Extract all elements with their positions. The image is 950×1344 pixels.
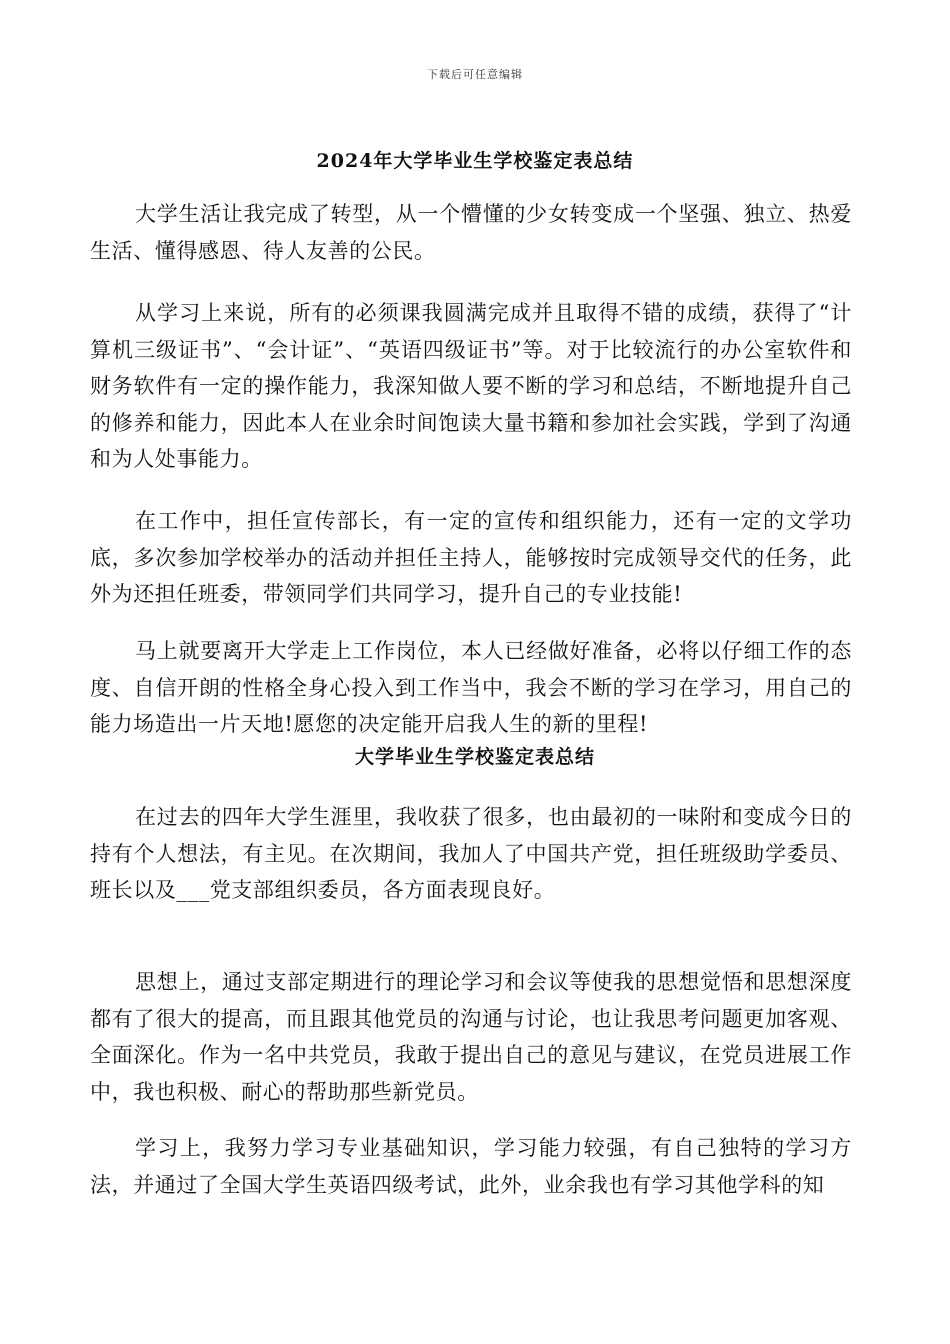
paragraph: 大学生活让我完成了转型，从一个懵懂的少女转变成一个坚强、独立、热爱生活、懂得感恩、待人友善的公民。 — [90, 202, 852, 263]
paragraph: 思想上，通过支部定期进行的理论学习和会议等使我的思想觉悟和思想深度都有了很大的提高，而且跟其他党员的沟通与讨论，也让我思考问题更加客观、全面深化。作为一名中共党员，我敢于提出自己的意见与建议，在党员进展工作中，我也积极、耐心的帮助那些新党员。 — [90, 970, 852, 1104]
paragraph: 学习上，我努力学习专业基础知识，学习能力较强，有自己独特的学习方法，并通过了全国大学生英语四级考试，此外，业余我也有学习其他学科的知 — [90, 1136, 852, 1197]
header-note: 下载后可任意编辑 — [427, 68, 523, 81]
section-title: 2024年大学毕业生学校鉴定表总结 — [316, 150, 634, 172]
paragraph: 在工作中，担任宣传部长，有一定的宣传和组织能力，还有一定的文学功底，多次参加学校举办的活动并担任主持人，能够按时完成领导交代的任务，此外为还担任班委，带领同学们共同学习，提升自己的专业技能! — [90, 509, 852, 606]
paragraph: 从学习上来说，所有的必须课我圆满完成并且取得不错的成绩，获得了“计算机三级证书”、“会计证”、“英语四级证书”等。对于比较流行的办公室软件和财务软件有一定的操作能力，我深知做人要不断的学习和总结，不断地提升自己的修养和能力，因此本人在业余时间饱读大量书籍和参加社会实践，学到了沟通和为人处事能力。 — [90, 301, 852, 471]
section-title: 大学毕业生学校鉴定表总结 — [354, 746, 595, 768]
paragraph: 在过去的四年大学生涯里，我收获了很多，也由最初的一味附和变成今日的持有个人想法，有主见。在次期间，我加人了中国共产党，担任班级助学委员、班长以及___党支部组织委员，各方面表现良好。 — [90, 805, 852, 902]
paragraph: 马上就要离开大学走上工作岗位，本人已经做好准备，必将以仔细工作的态度、自信开朗的性格全身心投入到工作当中，我会不断的学习在学习，用自己的能力场造出一片天地!愿您的决定能开启我人生的新的里程! — [90, 639, 852, 736]
